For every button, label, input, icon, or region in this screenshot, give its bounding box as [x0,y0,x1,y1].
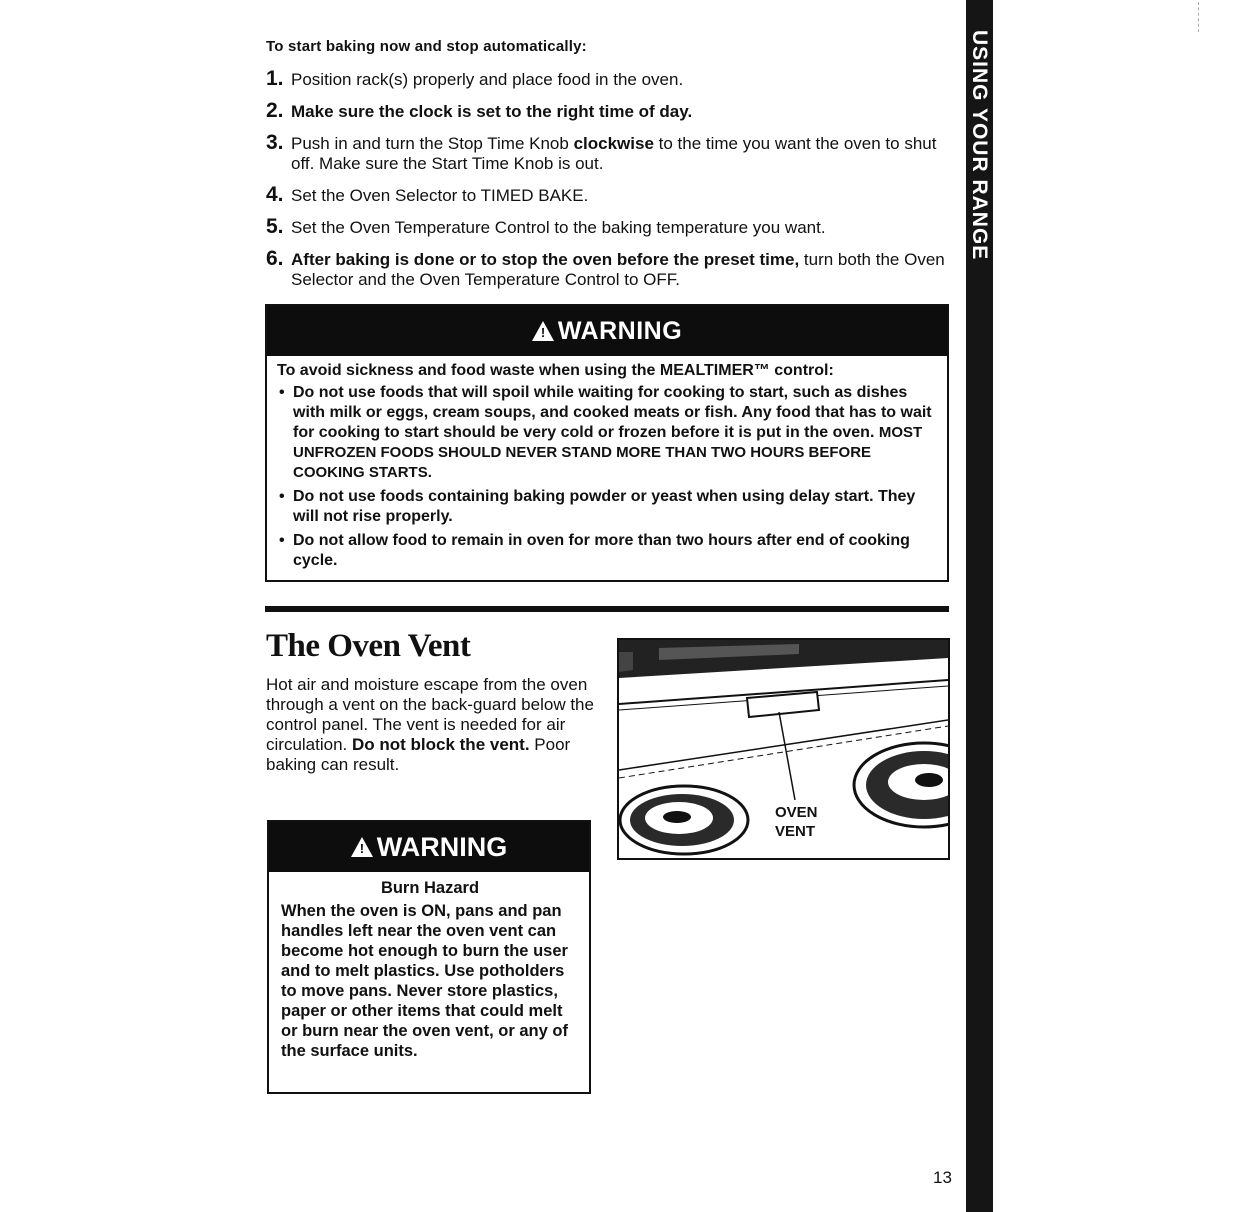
step-number: 1. [266,67,284,90]
step-text: Position rack(s) properly and place food in the oven. [291,70,684,89]
step-text: Make sure the clock is set to the right time of day. [291,102,693,121]
warning-lead: To avoid sickness and food waste when using the MEALTIMER™ control: [277,362,834,379]
step-number: 4. [266,183,284,206]
warning-header [269,822,589,872]
warning-bullet-caps: MOST UNFROZEN FOODS SHOULD NEVER STAND MORE THAN TWO HOURS BEFORE COOKING STARTS. [293,424,923,481]
scan-mark [1198,2,1200,32]
burn-hazard-warning-box [267,820,591,1094]
step-text: turn both the Oven Selector and the Oven Temperature Control to OFF. [291,250,945,289]
step-4 [266,183,946,206]
chapter-tab-label: USING YOUR RANGE [968,30,991,261]
warning-title: WARNING [557,316,683,345]
section-divider [265,606,949,612]
step-number: 6. [266,247,284,270]
warning-bullet: • Do not use foods containing baking powder or yeast when using delay start. They will not rise properly. [277,487,937,527]
warning-bullet: • Do not allow food to remain in oven for more than two hours after end of cooking cycle. [277,531,937,571]
step-emphasis: clockwise [573,134,654,153]
step-emphasis: After baking is done or to stop the oven before the preset time, [291,250,800,269]
warning-subtitle: Burn Hazard [380,879,480,897]
page-number: 13 [933,1168,952,1187]
step-number: 2. [266,99,284,122]
step-1 [266,67,946,90]
warning-triangle-icon [532,321,554,341]
step-text: Set the Oven Temperature Control to the baking temperature you want. [291,218,826,237]
step-text: Set the Oven Selector to TIMED BAKE. [291,186,589,205]
figure-label-line1: OVEN [775,804,818,821]
warning-bullet [277,383,937,483]
section-body: Hot air and moisture escape from the oven through a vent on the back-guard below the control panel. The vent is needed for air circulation. Do not block the vent. Poor baking can result. [266,675,594,774]
mealtimer-warning-box [265,304,949,582]
oven-vent-illustration [617,638,950,860]
step-number: 5. [266,215,284,238]
warning-header [267,306,947,356]
step-5 [266,215,946,238]
section-title: The Oven Vent [266,628,471,664]
step-2 [266,99,946,122]
intro-heading: To start baking now and stop automatically: [266,38,587,55]
warning-title: WARNING [376,831,508,862]
warning-text: When the oven is ON, pans and pan handles left near the oven vent can become hot enough to burn the user and to melt plastics. Use potholders to move pans. Never store plastics, paper or other items that could melt or burn near the oven vent, or any of the surface units. [281,902,568,1060]
warning-bullet-text: Do not use foods that will spoil while waiting for cooking to start, such as dishes with milk or eggs, cream soups, and cooked meats or fish. Any food that has to wait for cooking to start should be very cold or frozen before it is put in the oven. [293,384,932,441]
step-6 [266,247,946,290]
step-number: 3. [266,131,284,154]
figure-label-line2: VENT [775,823,816,840]
range-drawing [619,640,948,858]
step-3 [266,131,946,174]
warning-triangle-icon [351,837,373,857]
step-text: Push in and turn the Stop Time Knob [291,134,574,153]
chapter-tab [966,0,993,1212]
section-emphasis: Do not block the vent. [351,735,530,754]
step-text-cont: to the time you want the oven to shut off. Make sure the Start Time Knob is out. [291,134,937,173]
